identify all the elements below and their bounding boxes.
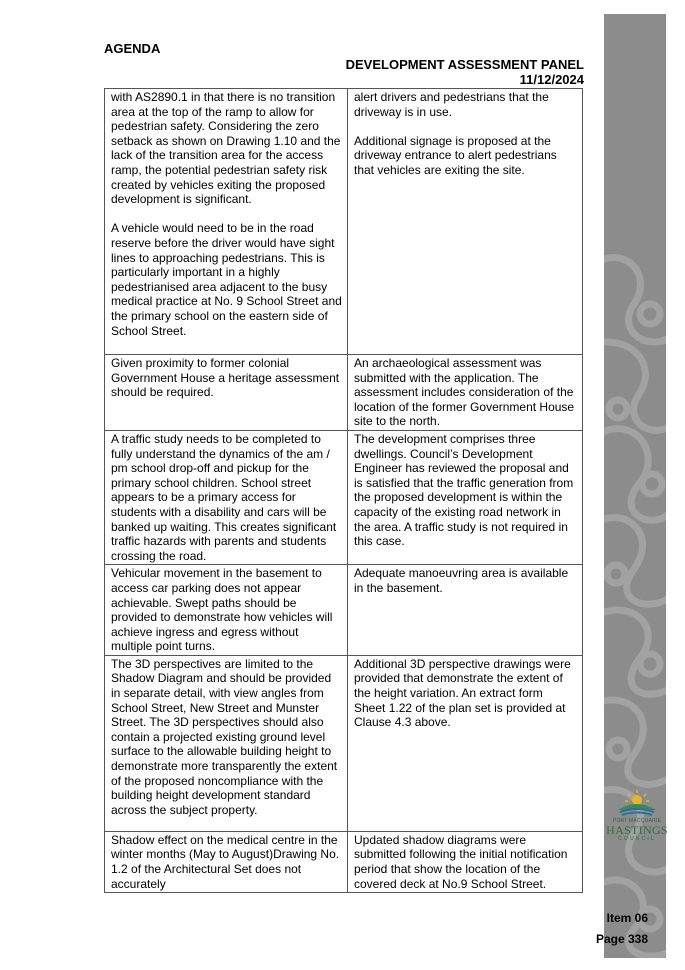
panel-heading [346,57,584,87]
issue-cell: Given proximity to former colonial Government House a heritage assessment should be required. [105,355,348,431]
logo-text-top: PORT MACQUARIE [612,818,662,824]
issue-cell: The 3D perspectives are limited to the Shadow Diagram and should be provided in separate detail, with view angles from School Street, New Street and Munster Street. The 3D perspectives should also contain a projected existing ground level surface to the allowable building height to demonstrate more transparently the extent of the proposed noncompliance with the building height development standard across the subject property. [105,655,348,831]
issue-cell: with AS2890.1 in that there is no transition area at the top of the ramp to allow for pedestrian safety. Considering the zero setback as shown on Drawing 1.10 and the lack of the transition area for the access ramp, the potential pedestrian safety risk created by vehicles exiting the proposed development is significant. A vehicle would need to be in the road reserve before the driver would have sight lines to approaching pedestrians. This is particularly important in a highly pedestrianised area adjacent to the busy medical practice at No. 9 School Street and the primary school on the eastern side of School Street. [105,89,348,355]
issue-cell: Vehicular movement in the basement to access car parking does not appear achievable. Swept paths should be provided to demonstrate how vehicles will achieve ingress and egress without multiple point turns. [105,565,348,656]
table-row [105,430,583,564]
sun-icon [625,790,649,805]
issue-cell: Shadow effect on the medical centre in the winter months (May to August)Drawing No. 1.2 of the Architectural Set does not accurately [105,831,348,892]
response-cell: Adequate manoeuvring area is available in the basement. [348,565,583,656]
table-row [105,565,583,656]
item-number: Item 06 [606,911,648,925]
response-cell: Updated shadow diagrams were submitted following the initial notification period that show the location of the covered deck at No.9 School Street. [348,831,583,892]
response-cell: An archaeological assessment was submitted with the application. The assessment includes consideration of the location of the former Government House site to the north. [348,355,583,431]
logo-text-main: HASTINGS [606,823,668,837]
response-cell: alert drivers and pedestrians that the driveway is in use. Additional signage is proposed at the driveway entrance to alert pedestrians that vehicles are exiting the site. [348,89,583,355]
response-cell: Additional 3D perspective drawings were provided that demonstrate the extent of the height variation. An extract form Sheet 1.22 of the plan set is provided at Clause 4.3 above. [348,655,583,831]
response-cell: The development comprises three dwellings. Council’s Development Engineer has reviewed the proposal and is satisfied that the traffic generation from the proposed development is within the capacity of the existing road network in the area. A traffic study is not required in this case. [348,430,583,564]
table-row [105,89,583,355]
page-number: Page 338 [595,932,648,946]
meeting-date: 11/12/2024 [519,72,584,87]
logo-text-bottom: COUNCIL [618,836,656,842]
table-row [105,355,583,431]
table-row [105,655,583,831]
panel-title: DEVELOPMENT ASSESSMENT PANEL [345,57,584,72]
table-row [105,831,583,892]
submissions-table [104,88,583,893]
agenda-heading: AGENDA [104,41,161,56]
issue-cell: A traffic study needs to be completed to fully understand the dynamics of the am / pm school drop-off and pickup for the primary school children. School street appears to be a primary access for students with a disability and cars will be banked up waiting. This creates significant traffic hazards with parents and students crossing the road. [105,430,348,564]
